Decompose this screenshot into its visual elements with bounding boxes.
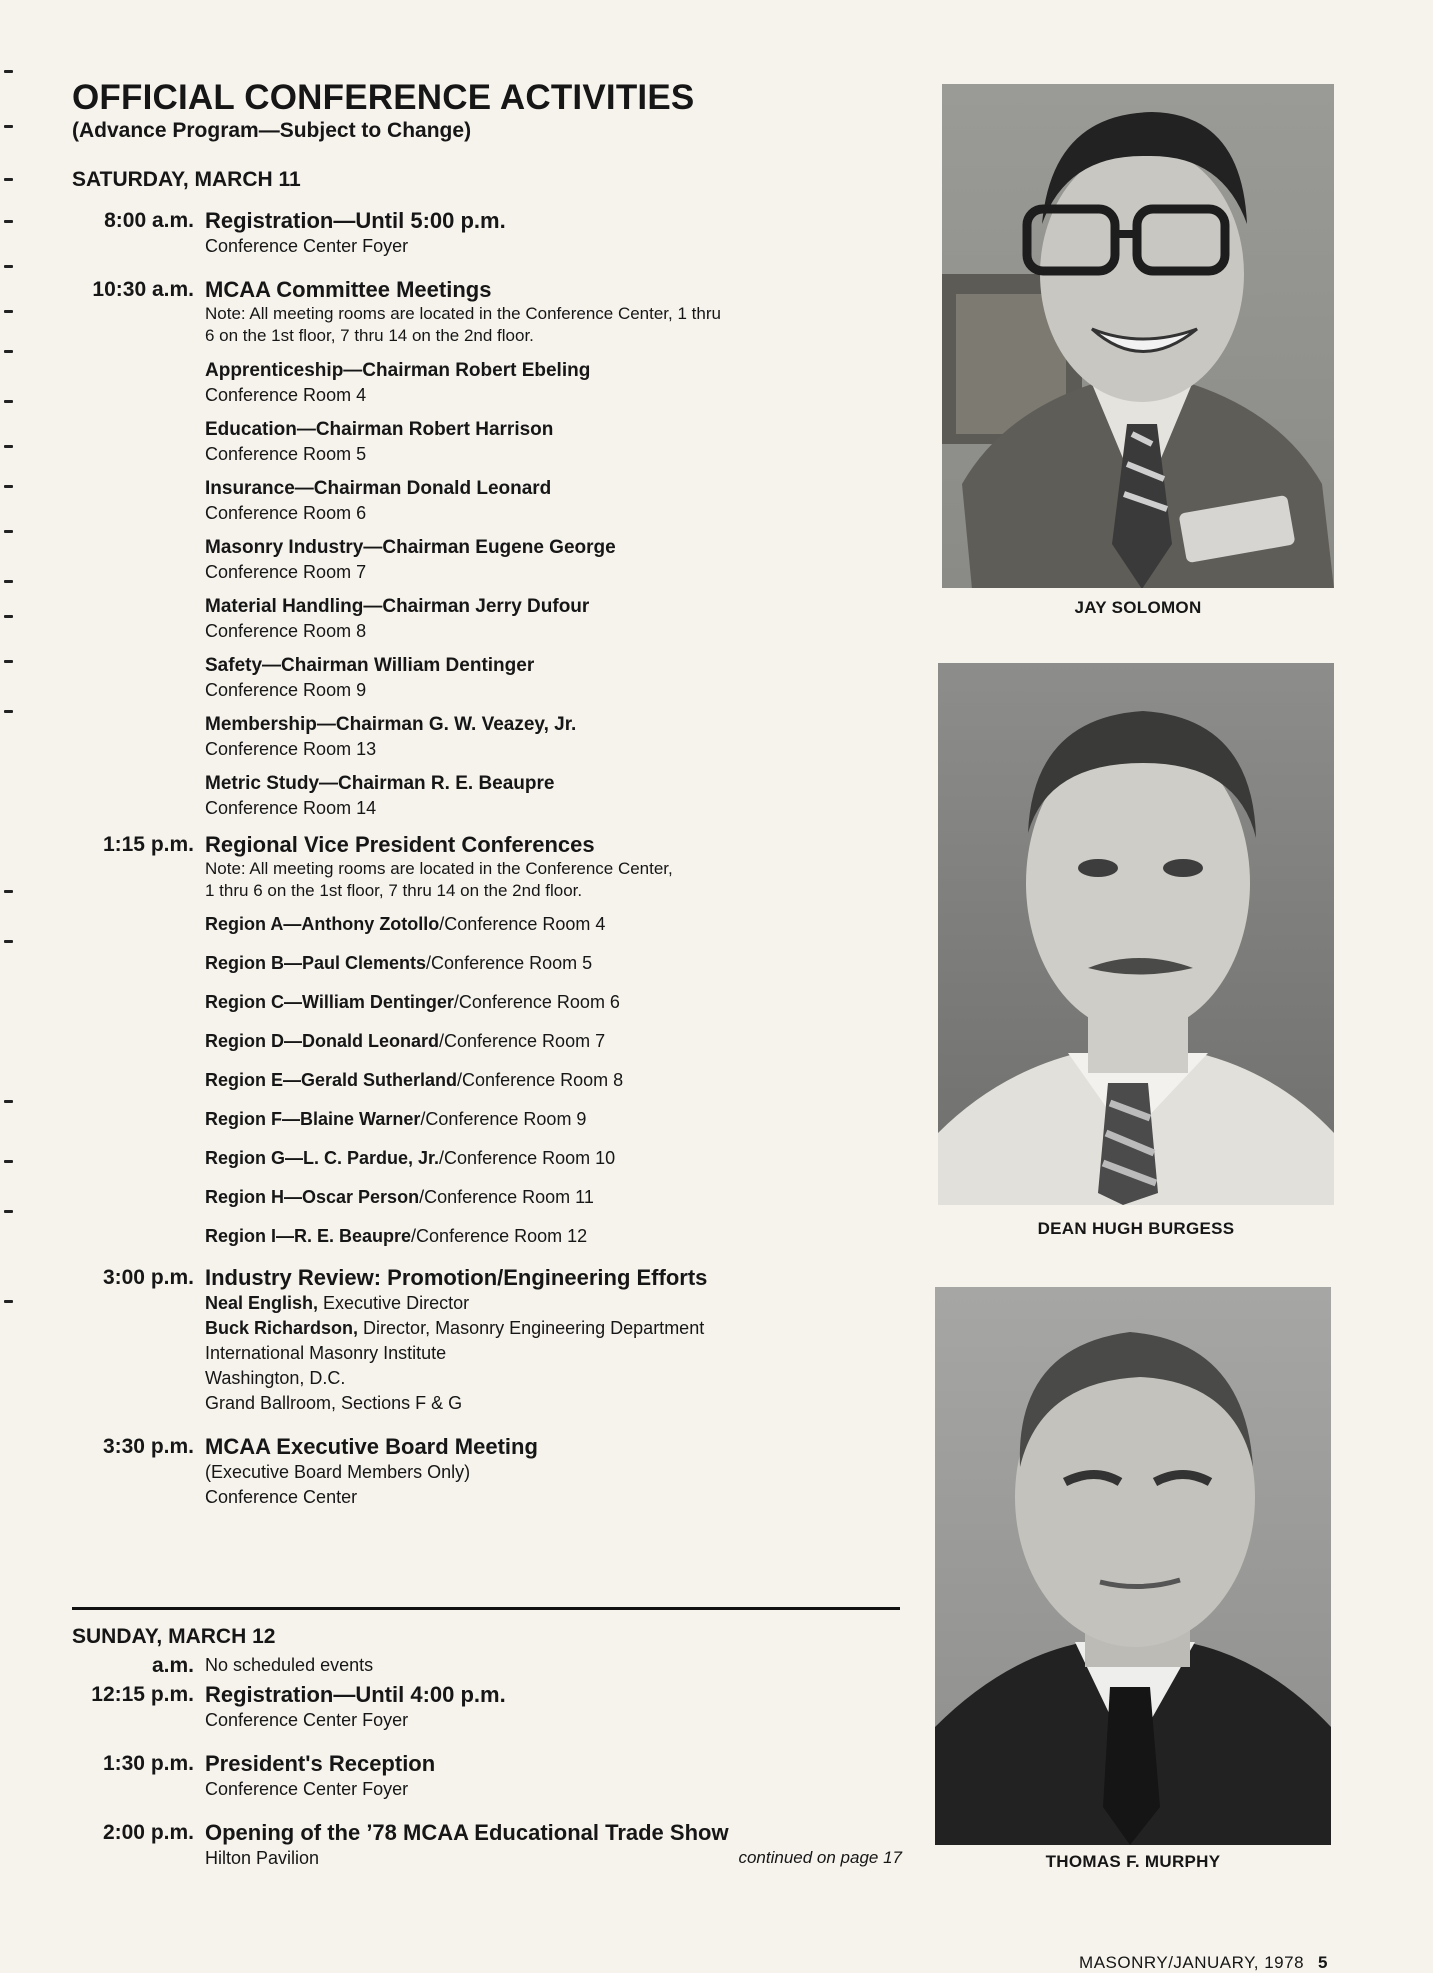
event-title: Industry Review: Promotion/Engineering Efforts [205, 1265, 708, 1290]
committee-item: Insurance—Chairman Donald Leonard Conference Room 6 [205, 478, 552, 523]
event-time: 2:00 p.m. [102, 1821, 194, 1844]
region-item: Region H—Oscar Person/Conference Room 11 [205, 1187, 594, 1207]
page-subtitle: (Advance Program—Subject to Change) [72, 119, 472, 142]
event-no-events [72, 1653, 902, 1678]
event-location: Hilton Pavilion [205, 1848, 320, 1868]
event-note: Note: All meeting rooms are located in the Conference Center, 1 thru 6 on the 1st floor, 7 thru 14 on the 2nd floor. [205, 304, 721, 345]
portrait-photo-thomas-f-murphy [935, 1287, 1331, 1845]
event-title: Opening of the ’78 MCAA Educational Trade Show [205, 1820, 729, 1845]
region-item: Region F—Blaine Warner/Conference Room 9 [205, 1109, 587, 1129]
region-item: Region I—R. E. Beaupre/Conference Room 12 [205, 1226, 588, 1246]
region-item: Region D—Donald Leonard/Conference Room 7 [205, 1031, 606, 1051]
portrait-image [942, 84, 1334, 588]
event-time: 8:00 a.m. [104, 209, 194, 232]
portrait-photo-jay-solomon [942, 84, 1334, 588]
event-location: Conference Center [205, 1487, 358, 1507]
committee-item: Safety—Chairman William Dentinger Conference Room 9 [205, 655, 535, 700]
speaker-1: Neal English, Executive Director [205, 1293, 470, 1313]
event-regional-conferences [72, 832, 902, 1248]
region-list [205, 912, 902, 1248]
photo-caption: JAY SOLOMON [1074, 598, 1202, 617]
page-number: 5 [1318, 1953, 1328, 1972]
committee-item: Masonry Industry—Chairman Eugene George Conference Room 7 [205, 537, 616, 582]
day-heading-sunday: SUNDAY, MARCH 12 [72, 1625, 276, 1648]
event-trade-show [72, 1820, 902, 1871]
binding-marks [4, 70, 18, 1550]
event-executive-board [72, 1434, 902, 1510]
event-committee-meetings [72, 277, 902, 820]
event-location: Grand Ballroom, Sections F & G [205, 1393, 463, 1413]
event-title: Registration—Until 4:00 p.m. [205, 1682, 506, 1707]
event-time: 12:15 p.m. [91, 1683, 194, 1706]
region-item: Region C—William Dentinger/Conference Room 6 [205, 992, 620, 1012]
committee-item: Metric Study—Chairman R. E. Beaupre Conference Room 14 [205, 773, 555, 818]
event-title: Regional Vice President Conferences [205, 832, 595, 857]
region-item: Region E—Gerald Sutherland/Conference Room 8 [205, 1070, 624, 1090]
event-time: 1:15 p.m. [102, 833, 194, 856]
photo-caption: DEAN HUGH BURGESS [1037, 1219, 1235, 1238]
region-item: Region B—Paul Clements/Conference Room 5 [205, 953, 593, 973]
photo-caption: THOMAS F. MURPHY [1045, 1852, 1221, 1871]
event-text: No scheduled events [205, 1655, 374, 1675]
publication-line: MASONRY/JANUARY, 1978 [1079, 1953, 1305, 1972]
page-footer [1079, 1953, 1328, 1973]
event-time: 3:00 p.m. [102, 1266, 194, 1289]
committee-item: Apprenticeship—Chairman Robert Ebeling Conference Room 4 [205, 360, 591, 405]
event-title: MCAA Committee Meetings [205, 277, 492, 302]
event-title: President's Reception [205, 1751, 436, 1776]
event-location: Conference Center Foyer [205, 1710, 409, 1730]
continued-note: continued on page 17 [738, 1848, 902, 1867]
sunday-column [72, 1623, 902, 1871]
event-location: Conference Center Foyer [205, 1779, 409, 1799]
speaker-2: Buck Richardson, Director, Masonry Engineering Department [205, 1318, 705, 1338]
event-time: a.m. [151, 1654, 194, 1677]
committee-item: Material Handling—Chairman Jerry Dufour Conference Room 8 [205, 596, 590, 641]
event-title: MCAA Executive Board Meeting [205, 1434, 538, 1459]
event-time: 3:30 p.m. [102, 1435, 194, 1458]
day-heading-saturday: SATURDAY, MARCH 11 [72, 168, 301, 191]
committee-item: Education—Chairman Robert Harrison Conference Room 5 [205, 419, 554, 464]
portrait-image [935, 1287, 1331, 1845]
schedule-column [72, 78, 902, 1510]
section-divider [72, 1607, 900, 1610]
event-time: 1:30 p.m. [102, 1752, 194, 1775]
portrait-photo-dean-hugh-burgess [938, 663, 1334, 1205]
event-note: (Executive Board Members Only) [205, 1462, 471, 1482]
portrait-image [938, 663, 1334, 1205]
organization: International Masonry Institute [205, 1343, 447, 1363]
event-industry-review [72, 1265, 902, 1416]
region-item: Region A—Anthony Zotollo/Conference Room 4 [205, 914, 606, 934]
event-time: 10:30 a.m. [92, 278, 194, 301]
event-registration-sunday [72, 1682, 902, 1733]
event-location: Conference Center Foyer [205, 236, 409, 256]
event-note: Note: All meeting rooms are located in the Conference Center, 1 thru 6 on the 1st floor, 7 thru 14 on the 2nd floor. [205, 859, 673, 900]
event-presidents-reception [72, 1751, 902, 1802]
city: Washington, D.C. [205, 1368, 346, 1388]
event-title: Registration—Until 5:00 p.m. [205, 208, 506, 233]
region-item: Region G—L. C. Pardue, Jr./Conference Room 10 [205, 1148, 616, 1168]
event-registration-saturday [72, 208, 902, 259]
page-title: OFFICIAL CONFERENCE ACTIVITIES [72, 78, 695, 117]
committee-item: Membership—Chairman G. W. Veazey, Jr. Conference Room 13 [205, 714, 577, 759]
